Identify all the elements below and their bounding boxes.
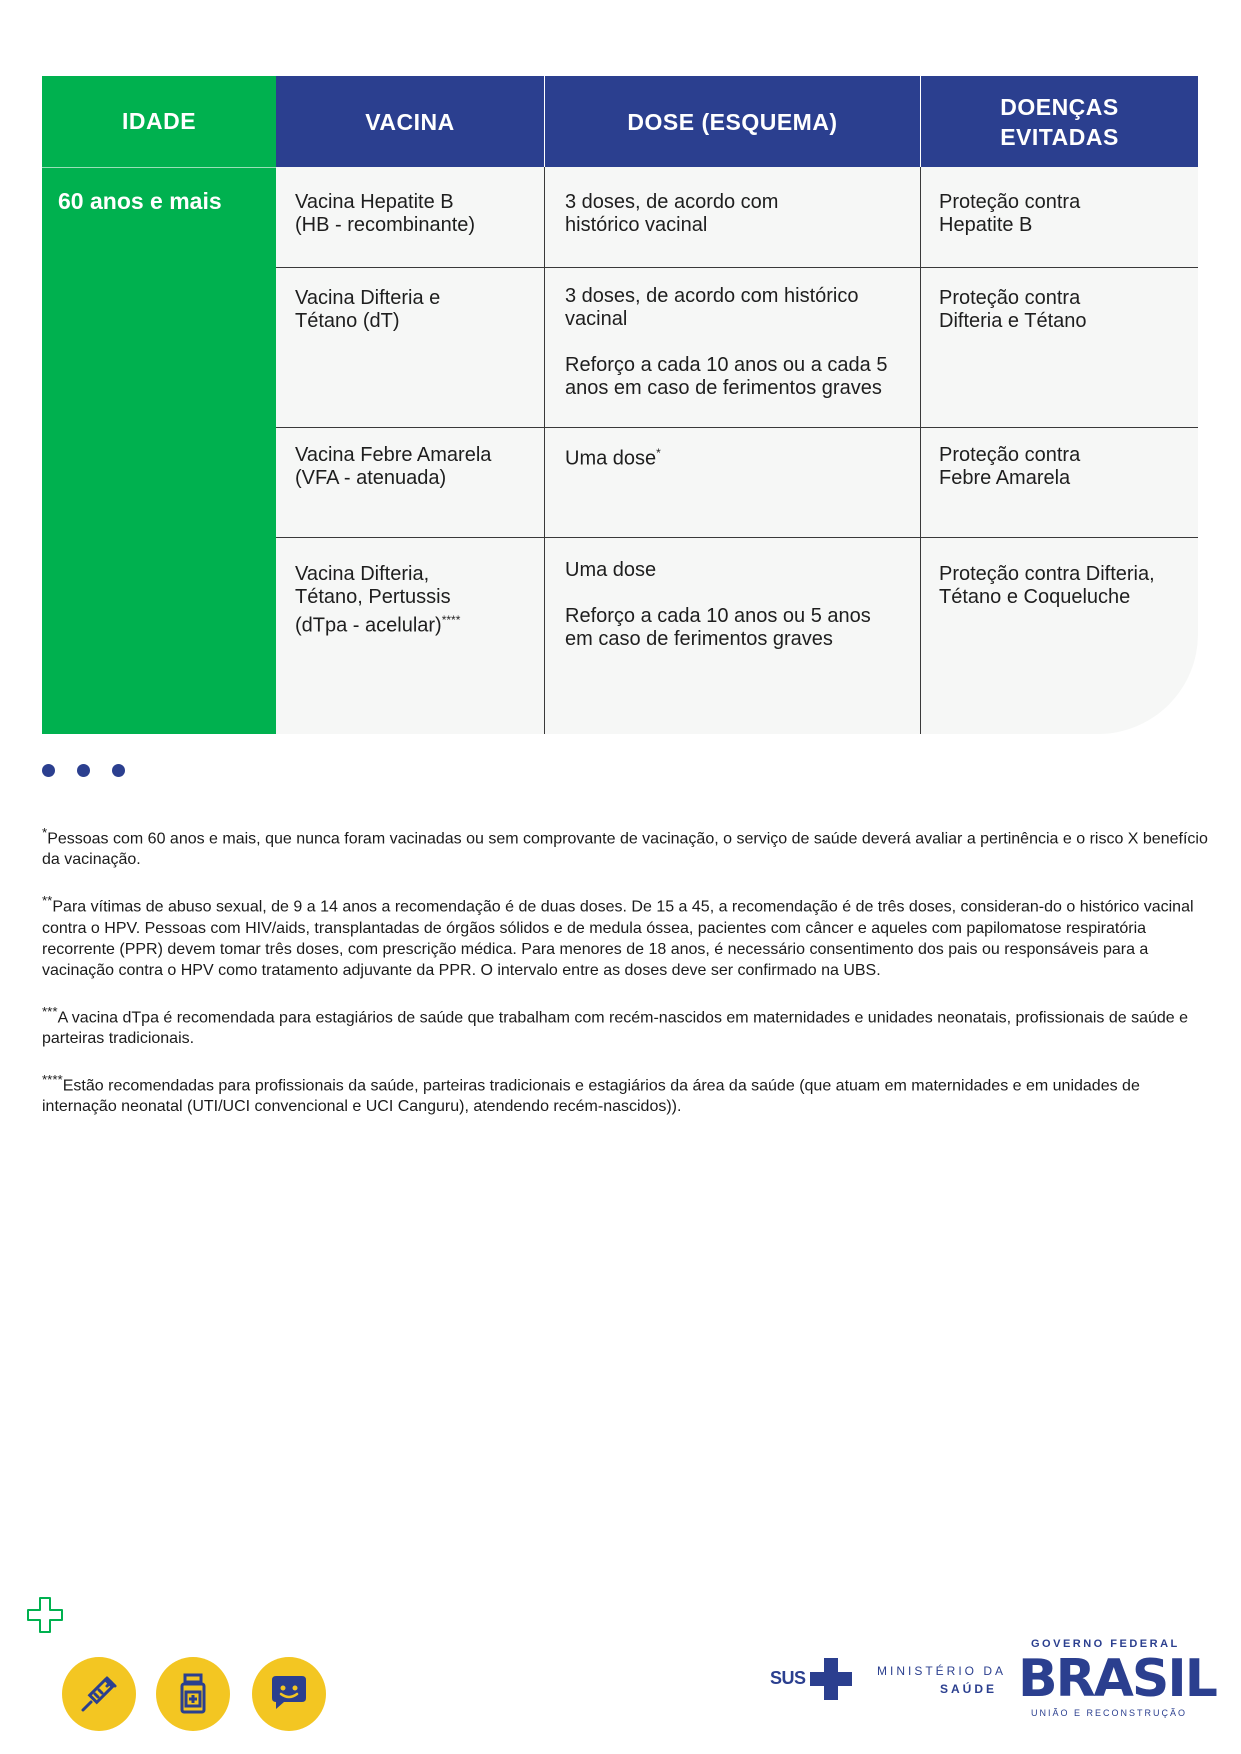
uniao-reconstrucao: UNIÃO E RECONSTRUÇÃO [1031, 1708, 1188, 1718]
chat-face-icon [268, 1674, 310, 1714]
chat-button [252, 1657, 326, 1731]
cell-text: Tétano e Coqueluche [939, 586, 1131, 608]
cell-text: Vacina Febre Amarela [295, 444, 492, 466]
header-separator [920, 76, 921, 167]
footnote-mark: * [42, 825, 48, 840]
brasil-logo-text: BRASIL [1018, 1649, 1216, 1709]
cell-text: Tétano, Pertussis [295, 586, 451, 608]
footnote-text: A vacina dTpa é recomendada para estagiários de saúde que trabalham com recém-nascidos em maternidades e unidades neonatais, profissionais de saúde e parteiras tradicionais. [42, 1008, 1189, 1047]
cell-text: Proteção contra [939, 444, 1081, 466]
cell-text: Tétano (dT) [295, 310, 400, 332]
cell-text: 3 doses, de acordo com histórico [565, 285, 859, 307]
age-column [42, 76, 276, 734]
age-divider [42, 167, 276, 168]
cell-text: Reforço a cada 10 anos ou 5 anos [565, 605, 871, 627]
footnotes [42, 822, 1212, 1137]
header-dose: DOSE (ESQUEMA) [545, 76, 920, 167]
cell-text: Reforço a cada 10 anos ou a cada 5 [565, 354, 888, 376]
header-separator [544, 76, 545, 167]
vaccine-table [42, 76, 1198, 734]
footnote-mark: *** [42, 1003, 58, 1019]
row3-doencas [939, 444, 1080, 490]
ministerio-line2: SAÚDE [940, 1682, 998, 1696]
footnote-text: Pessoas com 60 anos e mais, que nunca foram vacinadas ou sem comprovante de vacinação, o serviço de saúde deverá avaliar a pertinência e o risco X benefício da vacinação. [42, 830, 1208, 869]
footnote-mark: **** [42, 1071, 63, 1087]
cell-text: Uma dose [565, 447, 657, 470]
dot [112, 764, 125, 777]
cell-text: (VFA - atenuada) [295, 467, 447, 489]
footnote-2 [42, 890, 1212, 980]
header-vacina: VACINA [276, 76, 544, 167]
cell-text: 3 doses, de acordo com [565, 191, 779, 213]
row4-dose [565, 559, 871, 651]
cell-text: vacinal [565, 308, 628, 330]
medicine-bottle-icon [173, 1672, 213, 1716]
cell-text: Proteção contra [939, 191, 1081, 213]
sus-logo-text: SUS [770, 1668, 806, 1688]
footnote-text: Para vítimas de abuso sexual, de 9 a 14 anos a recomendação é de duas doses. De 15 a 45, a recomendação é de três doses, consideran-do o histórico vacinal contra o HPV. Pessoas com HIV/aids, transplantadas de órgãos sólidos e de medula óssea, pacientes com câncer e aqueles com papilomatose respiratória recorrente (PPR) devem tomar três doses, com prescrição médica. Para menores de 18 anos, é necessário consentimento dos pais ou responsáveis para a vacinação contra o HPV como tratamento adjuvante da PPR. O intervalo entre as doses deve ser confirmado na UBS. [42, 898, 1194, 979]
header-doencas-line2: EVITADAS [1000, 123, 1119, 150]
cell-text: histórico vacinal [565, 214, 708, 236]
cell-text: anos em caso de ferimentos graves [565, 377, 882, 399]
row3-vacina [295, 444, 491, 490]
header-doencas [921, 76, 1198, 167]
row4-doencas [939, 563, 1155, 609]
row1-dose [565, 191, 778, 237]
footnote-4 [42, 1069, 1212, 1117]
footnote-3 [42, 1001, 1212, 1049]
column-divider [544, 167, 545, 734]
ministerio-line1: MINISTÉRIO DA [877, 1664, 1007, 1678]
cell-text: Febre Amarela [939, 467, 1071, 489]
cell-text: Vacina Difteria, [295, 563, 430, 585]
cell-text: Hepatite B [939, 214, 1033, 236]
row2-doencas [939, 287, 1087, 333]
syringe-button [62, 1657, 136, 1731]
governo-federal: GOVERNO FEDERAL [1031, 1638, 1180, 1650]
footnote-mark: * [656, 446, 661, 460]
row1-doencas [939, 191, 1080, 237]
plus-outline-icon [26, 1596, 64, 1634]
cell-text: Proteção contra [939, 287, 1081, 309]
cell-text: Vacina Hepatite B [295, 191, 454, 213]
row-divider [276, 267, 1198, 268]
row1-vacina [295, 191, 475, 237]
row3-dose [565, 442, 661, 471]
cell-text: (dTpa - acelular) [295, 614, 442, 637]
row4-vacina [295, 563, 460, 638]
cell-text: (HB - recombinante) [295, 214, 476, 236]
row-divider [276, 427, 1198, 428]
row2-vacina [295, 287, 440, 333]
age-group-label: 60 anos e mais [58, 188, 222, 214]
dot [42, 764, 55, 777]
footnote-mark: **** [441, 613, 461, 627]
sus-cross-icon [808, 1656, 854, 1702]
cell-text: Proteção contra Difteria, [939, 563, 1155, 585]
syringe-icon [77, 1672, 121, 1716]
cell-text: Difteria e Tétano [939, 310, 1087, 332]
row-divider [276, 537, 1198, 538]
cell-text: em caso de ferimentos graves [565, 628, 833, 650]
footnote-mark: ** [42, 893, 53, 909]
footnote-text: Estão recomendadas para profissionais da saúde, parteiras tradicionais e estagiários da área da saúde (que atuam em maternidades e em unidades de internação neonatal (UTI/UCI convencional e UCI Canguru), atendendo recém-nascidos)). [42, 1077, 1140, 1116]
medicine-button [156, 1657, 230, 1731]
column-divider [920, 167, 921, 734]
header-doencas-line1: DOENÇAS [1000, 93, 1119, 120]
header-idade: IDADE [121, 108, 197, 134]
row2-dose [565, 285, 887, 400]
dot [77, 764, 90, 777]
footnote-1 [42, 822, 1212, 870]
cell-text: Vacina Difteria e [295, 287, 441, 309]
cell-text: Uma dose [565, 559, 657, 581]
